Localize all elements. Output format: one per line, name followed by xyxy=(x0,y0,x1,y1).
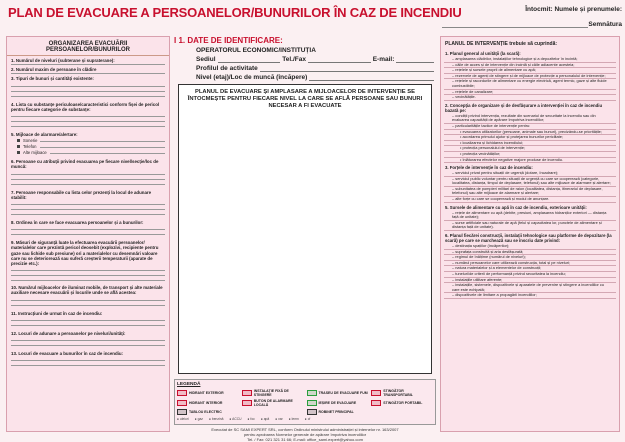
intervention-section-title: 2. Concepția de organizare și de desfășurare a intervenției în caz de incendiu bazată pe: xyxy=(445,102,603,113)
intervention-sub-bullet: • acordarea primului ajutor și protejarea bunurilor periclitate; xyxy=(444,135,616,141)
alarm-option: Alte mijloace xyxy=(7,150,169,155)
legend-item: TRASEU DE EVACUARE FUM xyxy=(307,389,369,397)
intervention-section-title: 5. Sursele de alimentare cu apă în caz de incendiu, exterioare unității: xyxy=(445,204,587,210)
intervention-bullet: – amplasarea clădirilor, instalațiilor tehnologice și a depozitelor în incintă; xyxy=(444,57,616,63)
identification-and-plan xyxy=(174,36,436,442)
intervention-bullet: – destinația spațiilor (încăperilor); xyxy=(444,244,616,250)
footer-line: Executat de SC SAMI EXPERT SRL, conform Ordinului ministrului administrației și internelor nr. 163/2007 xyxy=(211,427,399,432)
intervention-section-title: 1. Planul general al unității (la scară): xyxy=(445,51,521,56)
legend-material: ● cf xyxy=(304,417,311,421)
answer-line[interactable] xyxy=(11,125,165,127)
intervention-bullet: – rețelele de canalizare; xyxy=(444,90,616,96)
left-item-6: 6. Persoane cu atribuții privind evacuarea pe fiecare nivel/secție/loc de muncă: xyxy=(11,159,159,170)
evacuation-organization-panel xyxy=(6,36,170,432)
intervention-bullet: – alte forțe cu care se cooperează și modul de anunțare. xyxy=(444,197,616,203)
legend-symbol-icon xyxy=(177,409,187,415)
intervention-sub-bullet: • protecția vecinătăților; xyxy=(444,152,616,158)
legend-item: STINGĂTOR TRANSPORTABIL xyxy=(371,389,433,397)
address-field[interactable] xyxy=(218,58,281,63)
legend-material: ● var xyxy=(275,417,283,421)
intervention-sub-bullet: • protecția personalului de intervenție; xyxy=(444,146,616,152)
intervention-bullet: – serviciul public voluntar pentru situații de urgență cu care se cooperează (categorie, localitatea, distanța, timpul de deplasare, telefonul) sau alte mijloace de alarmare și alertare; xyxy=(444,177,616,187)
intervention-bullet: – dispozitivele de limitare a propagării incendiilor; xyxy=(444,293,616,299)
intervention-section-title: 3. Forțele de intervenție în caz de incendiu: xyxy=(445,165,533,171)
left-item-7: 7. Persoane responsabile cu lista celor prezenți la locul de adunare stabilit: xyxy=(11,189,152,200)
intervention-bullet: – rețelele și racordurile de alimentare cu energie electrică, agent termic, gaze și alte fluide combustibile; xyxy=(444,79,616,89)
footer-line: Tel. / Fax: 021 321 31 66; E-mail: office_sami.expert@yahoo.com xyxy=(247,437,363,442)
prepared-by-block xyxy=(440,6,622,36)
answer-line[interactable] xyxy=(11,233,165,235)
level-row: Nivel (etaj)/Loc de muncă (încăpere) xyxy=(174,73,436,81)
legend-symbol-icon xyxy=(177,390,187,396)
legend-item xyxy=(371,409,433,415)
alarm-option: Telefon xyxy=(7,144,169,149)
signature-label: Semnătura xyxy=(588,21,622,28)
answer-line[interactable] xyxy=(11,183,165,185)
legend-material: ● benzină xyxy=(208,417,224,421)
intervention-bullet: – rezervele de agenți de stingere și de mijloace de protecție a personalului de intervenție; xyxy=(444,74,616,80)
legend-symbol-icon xyxy=(307,400,317,406)
legend-item: HIDRANT INTERIOR xyxy=(177,399,239,407)
left-item-5: 5. Mijloace de alarmare/alertare: xyxy=(11,132,78,138)
prepared-label: Întocmit: Numele și prenumele: xyxy=(525,6,622,13)
left-panel-heading: ORGANIZAREA EVACUĂRII PERSOANELOR/BUNURILOR xyxy=(7,37,169,56)
left-item-9: 9. Măsuri de siguranță luate la efectuarea evacuării persoanelor/ materialelor care prezintă pericol deosebit (explozivi, recipiente pentru gaze sau lichide sub presiune) ori a materialelor cu desemnări valoare care nu se deteriorează sau suferă creșterii temperaturii (aparate de precizie etc.): xyxy=(11,240,159,267)
intervention-bullet: – căile de acces și de intervenție din incintă și căile adiacente acesteia; xyxy=(444,63,616,69)
intervention-bullet: – serviciul privat pentru situații de urgență (dotare, încadrare); xyxy=(444,171,616,177)
intervention-bullet: – numărul persoanelor care utilizează construcția, total și pe niveluri; xyxy=(444,261,616,267)
legend-item xyxy=(242,409,304,415)
legend-material: ● uleiuri xyxy=(177,417,189,421)
legend-material: ● lemn xyxy=(288,417,299,421)
intervention-bullet: – instalațiile utilitare aferente; xyxy=(444,278,616,284)
phone-field[interactable] xyxy=(308,58,371,63)
intervention-bullet: – subunitatea de pompieri militari de raion (localitatea, distanța, itinerariul de deplasare, telefonul) sau alte mijloace de alarmare și alertare; xyxy=(444,187,616,197)
answer-line[interactable] xyxy=(11,203,165,205)
answer-line[interactable] xyxy=(11,274,165,276)
legend-item: HIDRANT EXTERIOR xyxy=(177,389,239,397)
address-row: Sediul Tel./Fax E-mail: xyxy=(174,55,436,63)
legend-item: ROBINET PRINCIPAL xyxy=(307,409,369,415)
legend-symbol-icon xyxy=(307,409,317,415)
left-item-3: 3. Tipuri de bunuri și cantități existente: xyxy=(11,76,94,82)
signature-line[interactable] xyxy=(442,22,588,28)
intervention-sub-bullet: • localizarea și lichidarea incendiului; xyxy=(444,141,616,147)
evacuation-plan-canvas[interactable] xyxy=(178,84,432,374)
legend-symbol-icon xyxy=(177,400,187,406)
plan-title: PLANUL DE EVACUARE ȘI AMPLASARE A MIJLOACELOR DE INTERVENȚIE SE ÎNTOCMEȘTE PENTRU FIECARE NIVEL LA CARE SE AFLĂ PERSOANE SAU BUNURI NECESAR A FI EVACUATE xyxy=(187,89,423,109)
footer xyxy=(174,427,436,442)
intervention-sub-bullet: • evacuarea utilizatorilor (persoane, animale sau bunuri), precizându-se prioritățile; xyxy=(444,130,616,136)
intervention-bullet: – rețele de alimentare cu apă (debite, presiuni, amplasarea hidranților exteriori — distanța față de unitate); xyxy=(444,211,616,221)
legend xyxy=(174,379,436,425)
answer-line[interactable] xyxy=(11,95,165,97)
intervention-bullet: – suprafața construită și aria desfășurată; xyxy=(444,250,616,256)
operator-row: OPERATORUL ECONOMIC/INSTITUȚIA xyxy=(196,47,316,54)
answer-line[interactable] xyxy=(11,344,165,346)
left-item-10: 10. Numărul mijloacelor de iluminat mobile, de transport și alte materiale auxiliare necesare evacuării și locurile unde se află acestea: xyxy=(11,285,163,296)
answer-line[interactable] xyxy=(11,213,165,215)
footer-line: pentru aprobarea Normelor generale de apărare împotriva incendiilor xyxy=(243,432,367,437)
intervention-bullet: – particularitățile tactice de intervenție pentru: xyxy=(444,124,616,130)
intervention-bullet: – rețelele și sursele proprii de alimentare cu apă; xyxy=(444,68,616,74)
legend-symbol-icon xyxy=(307,390,317,396)
answer-line[interactable] xyxy=(11,120,165,122)
left-item-1: 1. Numărul de niveluri (subterane și supraterane): xyxy=(11,58,115,63)
answer-line[interactable] xyxy=(11,339,165,341)
answer-line[interactable] xyxy=(11,304,165,306)
legend-heading: LEGENDĂ xyxy=(177,382,201,387)
answer-line[interactable] xyxy=(11,279,165,281)
intervention-section-title: 6. Planul fiecărei construcții, instalații tehnologice sau platforme de depozitare (la scară) pe care se marchează sau se înscriu date privind: xyxy=(445,233,612,244)
left-item-2: 2. Numărul maxim de persoane în clădire xyxy=(11,67,97,73)
answer-line[interactable] xyxy=(11,299,165,301)
legend-item: BUTON DE ALARMARE LOCALĂ xyxy=(242,399,304,407)
legend-material: ● gaz xyxy=(194,417,203,421)
intervention-bullet: – condiții privind intervenția, rezultate din scenariul de securitate la incendiu sau din evaluarea capacității de apărare împotriva incendiilor; xyxy=(444,114,616,124)
answer-line[interactable] xyxy=(11,85,165,87)
legend-material: ● ACCU xyxy=(229,417,242,421)
left-item-12: 12. Locuri de adunare a persoanelor pe niveluri/unități: xyxy=(11,330,126,336)
answer-line[interactable] xyxy=(11,364,165,366)
intervention-bullet: – vecinătățile. xyxy=(444,95,616,101)
answer-line[interactable] xyxy=(11,324,165,326)
intervention-bullet: – tuneluri/de criterii de performanță privind securitatea la incendiu; xyxy=(444,272,616,278)
intervention-bullet: – regimul de înălțime (numărul de niveluri); xyxy=(444,255,616,261)
legend-material: ● foc xyxy=(247,417,255,421)
left-item-4: 4. Lista cu substanțe periculoase/caracteristici conform fișei de pericol pentru fiecare categorie de substanțe: xyxy=(11,101,160,112)
intervention-plan-panel xyxy=(440,36,620,432)
email-field[interactable] xyxy=(396,58,434,63)
left-item-13: 13. Locuri de evacuare a bunurilor în caz de incendiu: xyxy=(11,351,123,357)
answer-line[interactable] xyxy=(11,90,165,92)
answer-line[interactable] xyxy=(11,319,165,321)
left-item-11: 11. Instrucțiuni de urmat în caz de incendiu: xyxy=(11,310,103,316)
answer-line[interactable] xyxy=(11,359,165,361)
legend-symbol-icon xyxy=(371,400,381,406)
legend-material: ● apă xyxy=(260,417,270,421)
alarm-option: Sonerie xyxy=(7,138,169,143)
answer-line[interactable] xyxy=(11,115,165,117)
page-title: PLAN DE EVACUARE A PERSOANELOR/BUNURILOR ÎN CAZ DE INCENDIU xyxy=(8,5,462,20)
legend-item: IEȘIRE DE EVACUARE xyxy=(307,399,369,407)
left-item-8: 8. Ordinea în care se face evacuarea persoanelor și a bunurilor: xyxy=(11,220,144,226)
answer-line[interactable] xyxy=(11,269,165,271)
answer-line[interactable] xyxy=(11,178,165,180)
intervention-bullet: – instalațiile, sistemele, dispozitivele și aparatele de prevenire și stingere a incendiilor cu care este echipată; xyxy=(444,283,616,293)
intervention-sub-bullet: • înlăturarea efectelor negative majore produse de incendiu. xyxy=(444,158,616,164)
intervention-bullet: – surse artificiale sau naturale de apă (felul și capacitatea lor, punctele de alimentare și distanța față de unitate). xyxy=(444,221,616,231)
intervention-bullet: – natura materialelor și a elementelor de construcții; xyxy=(444,266,616,272)
legend-symbol-icon xyxy=(242,400,252,406)
level-field[interactable] xyxy=(309,76,434,81)
legend-item: TABLOU ELECTRIC xyxy=(177,409,239,415)
legend-symbol-icon xyxy=(371,390,381,396)
legend-item: INSTALAȚIE FIXĂ DE STINGERE xyxy=(242,389,304,397)
activity-row: Profilul de activitate xyxy=(174,64,436,72)
identification-heading: I 1. DATE DE IDENTIFICARE: xyxy=(174,36,283,45)
right-panel-heading: PLANUL DE INTERVENȚIE trebuie să cuprindă: xyxy=(445,41,558,47)
legend-symbol-icon xyxy=(242,390,252,396)
answer-line[interactable] xyxy=(11,208,165,210)
activity-field[interactable] xyxy=(260,67,434,72)
legend-item: STINGĂTOR PORTABIL xyxy=(371,399,433,407)
answer-line[interactable] xyxy=(11,173,165,175)
answer-line[interactable] xyxy=(11,228,165,230)
